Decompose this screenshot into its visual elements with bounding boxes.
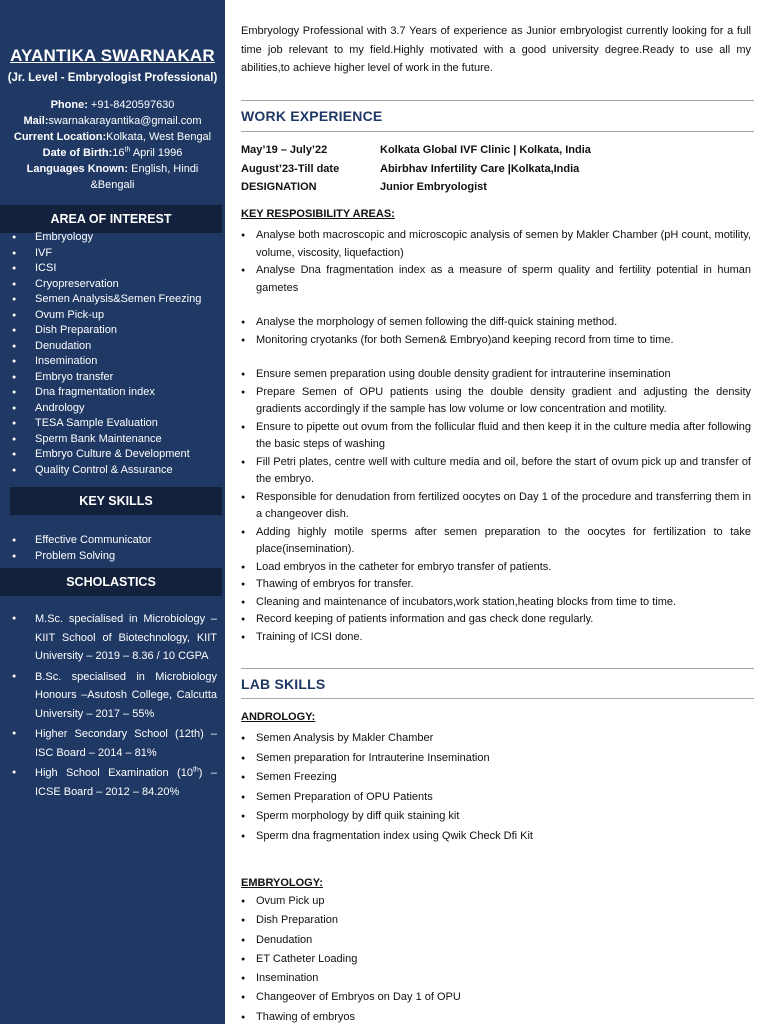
responsibility-item-text: Cleaning and maintenance of incubators,work station,heating blocks from time to time. (256, 595, 677, 608)
phone-line: Phone: +91-8420597630 (50, 99, 175, 111)
interest-item (0, 354, 225, 370)
interest-item-text: IVF (35, 246, 53, 259)
responsibility-item (241, 262, 751, 297)
sidebar (0, 0, 225, 1024)
bullet-icon: ● (241, 232, 246, 239)
kra-list-3 (241, 366, 751, 646)
bullet-icon: ● (241, 898, 246, 905)
bullet-icon: ● (241, 319, 246, 326)
interest-item (0, 385, 225, 401)
scholastics-list (0, 610, 225, 803)
bullet-icon: ● (241, 581, 246, 588)
responsibility-item (241, 454, 751, 489)
bullet-icon: ● (241, 936, 246, 944)
bullet-icon: ● (241, 493, 246, 501)
interest-item-text: Dna fragmentation index (35, 386, 155, 398)
embryology-item (241, 950, 751, 969)
andrology-item-text: Semen Analysis by Makler Chamber (256, 732, 434, 744)
mail-line: Mail:swarnakarayantika@gmail.com (23, 115, 202, 127)
experience-row (241, 160, 754, 178)
andrology-item-text: Semen Freezing (256, 771, 337, 783)
embryology-item-text: Denudation (256, 933, 313, 946)
bullet-icon: ● (241, 735, 246, 742)
bullet-icon: ● (241, 832, 246, 840)
embryology-item-text: Dish Preparation (256, 914, 338, 927)
bullet-icon: ● (12, 358, 17, 365)
interest-item (0, 416, 225, 432)
bullet-icon: ● (12, 466, 17, 474)
scholastic-item: ● M.Sc. specialised in Microbiology – KIIT School of Biotechnology, KIIT University – 2019 – 8.36 / 10 CGPA (0, 610, 225, 666)
experience-period: August’23-Till date (241, 163, 340, 175)
bullet-icon: ● (241, 1013, 246, 1021)
responsibility-item (241, 332, 751, 350)
interest-item-text: Denudation (35, 339, 92, 352)
bullet-icon: ● (12, 451, 17, 458)
responsibility-item (241, 419, 751, 454)
responsibility-item (241, 384, 751, 419)
interest-item (0, 447, 225, 463)
interest-item (0, 323, 225, 339)
experience-row (241, 178, 754, 196)
interest-item-text: ICSI (35, 262, 57, 274)
contact-block (0, 97, 225, 193)
kra-list-2 (241, 314, 751, 349)
languages-line-2: &Bengali (90, 179, 135, 191)
location-line: Current Location:Kolkata, West Bengal (13, 131, 212, 143)
bullet-icon: ● (12, 327, 17, 334)
skill-item-text: Problem Solving (35, 549, 116, 562)
andrology-item (241, 749, 751, 769)
candidate-name: AYANTIKA SWARNAKAR (10, 46, 215, 65)
responsibility-item (241, 559, 751, 577)
bullet-icon: ● (12, 389, 17, 396)
phone-value[interactable]: +91-8420597630 (90, 99, 175, 111)
interest-item-text: Cryopreservation (35, 277, 119, 290)
responsibility-item (241, 524, 751, 559)
skill-item (0, 533, 225, 549)
skill-item (0, 549, 225, 565)
andrology-item (241, 807, 751, 827)
key-skills-list (0, 533, 225, 564)
embryology-item (241, 931, 751, 950)
bullet-icon: ● (241, 616, 246, 623)
responsibility-item-text: Monitoring cryotanks (for both Semen& Embryo)and keeping record from time to time. (256, 333, 674, 346)
embryology-list (241, 892, 751, 1024)
interest-item-text: Embryo transfer (35, 370, 114, 383)
bullet-icon: ● (241, 975, 246, 983)
andrology-item-text: Semen preparation for Intrauterine Insemination (256, 751, 490, 764)
interest-item-text: Ovum Pick-up (35, 308, 105, 321)
responsibility-item (241, 611, 751, 629)
andrology-item-text: Sperm morphology by diff quik staining kit (256, 810, 460, 822)
languages-line: Languages Known: English, Hindi (26, 163, 199, 175)
bullet-icon: ● (12, 435, 17, 443)
bullet-icon: ● (241, 563, 246, 571)
bullet-icon: ● (241, 598, 246, 606)
responsibility-item (241, 576, 751, 594)
responsibility-item-text: Prepare Semen of OPU patients using the double density gradient and adjusting the density gradients accordingly if the sample has low volume or low concentration and motility. (256, 385, 751, 415)
responsibility-item (241, 314, 751, 332)
experience-organization: Kolkata Global IVF Clinic | Kolkata, India (380, 144, 591, 156)
divider (241, 668, 754, 669)
experience-period: May’19 – July’22 (241, 144, 328, 156)
skill-item-text: Effective Communicator (35, 534, 152, 546)
responsibility-item-text: Responsible for denudation from fertilized oocytes on Day 1 of the procedure and transferring them in a changeover dish. (256, 490, 751, 520)
interest-item (0, 308, 225, 324)
bullet-icon: ● (241, 267, 246, 274)
experience-row (241, 141, 754, 159)
interest-item (0, 370, 225, 386)
interest-item-text: Sperm Bank Maintenance (35, 432, 162, 445)
experience-period: DESIGNATION (241, 181, 317, 193)
embryology-heading: EMBRYOLOGY: (241, 877, 323, 889)
embryology-item (241, 892, 751, 911)
responsibility-item (241, 366, 751, 384)
embryology-item-text: Ovum Pick up (256, 895, 325, 907)
responsibility-item-text: Analyse Dna fragmentation index as a measure of sperm quality and fertility potential in human gametes (256, 264, 751, 294)
interest-item-text: TESA Sample Evaluation (35, 417, 158, 429)
andrology-item-text: Sperm dna fragmentation index using Qwik Check Dfi Kit (256, 829, 533, 842)
bullet-icon: ● (241, 774, 246, 781)
andrology-heading: ANDROLOGY: (241, 711, 316, 723)
embryology-item-text: Changeover of Embryos on Day 1 of OPU (256, 991, 461, 1004)
responsibility-item-text: Record keeping of patients information and gas check done regularly. (256, 613, 594, 625)
embryology-item (241, 911, 751, 930)
interest-item (0, 292, 225, 308)
responsibility-item-text: Ensure semen preparation using double density gradient for intrauterine insemination (256, 368, 671, 380)
bullet-icon: ● (241, 388, 246, 396)
mail-value[interactable]: swarnakarayantika@gmail.com (48, 115, 202, 127)
responsibility-item-text: Ensure to pipette out ovum from the follicular fluid and then keep it in the culture media after following the basic steps of washing (256, 420, 751, 450)
divider (241, 100, 754, 101)
area-of-interest-header: AREA OF INTEREST (0, 205, 222, 233)
key-skills-header: KEY SKILLS (10, 487, 222, 515)
embryology-item (241, 969, 751, 988)
area-of-interest-list (0, 230, 225, 478)
scholastics-header: SCHOLASTICS (0, 568, 222, 596)
interest-item (0, 339, 225, 355)
bullet-icon: ● (241, 633, 246, 641)
bullet-icon: ● (241, 336, 246, 344)
interest-item (0, 432, 225, 448)
andrology-item (241, 827, 751, 847)
bullet-icon: ● (12, 296, 17, 303)
interest-item-text: Embryo Culture & Development (35, 448, 190, 460)
interest-item (0, 463, 225, 479)
responsibility-item-text: Load embryos in the catheter for embryo transfer of patients. (256, 560, 552, 573)
bullet-icon: ● (12, 769, 17, 776)
responsibility-item-text: Analyse both macroscopic and microscopic analysis of semen by Makler Chamber (pH count, motility, volume, viscosity, liquefaction) (256, 229, 751, 259)
bullet-icon: ● (12, 730, 17, 737)
interest-item-text: Dish Preparation (35, 324, 117, 336)
bullet-icon: ● (12, 265, 17, 272)
responsibility-item (241, 227, 751, 262)
bullet-icon: ● (12, 552, 17, 560)
bullet-icon: ● (241, 793, 246, 801)
bullet-icon: ● (241, 955, 246, 963)
bullet-icon: ● (12, 311, 17, 319)
interest-item (0, 246, 225, 262)
bullet-icon: ● (12, 672, 17, 680)
interest-item-text: Insemination (35, 355, 98, 367)
interest-item (0, 277, 225, 293)
responsibility-item (241, 629, 751, 647)
andrology-item (241, 788, 751, 808)
work-experience-heading: WORK EXPERIENCE (241, 108, 383, 124)
interest-item-text: Semen Analysis&Semen Freezing (35, 293, 202, 305)
andrology-item (241, 768, 751, 788)
embryology-item-text: Thawing of embryos (256, 1010, 356, 1023)
bullet-icon: ● (241, 371, 246, 378)
bullet-icon: ● (12, 404, 17, 412)
responsibility-item (241, 489, 751, 524)
interest-item-text: Embryology (35, 231, 94, 243)
responsibility-item-text: Training of ICSI done. (256, 630, 363, 643)
embryology-item (241, 1008, 751, 1024)
bullet-icon: ● (12, 615, 17, 622)
kra-heading: KEY RESPOSIBILITY AREAS: (241, 208, 395, 220)
interest-item-text: Andrology (35, 401, 85, 414)
bullet-icon: ● (241, 917, 246, 925)
bullet-icon: ● (12, 537, 17, 544)
embryology-item-text: Insemination (256, 972, 319, 985)
bullet-icon: ● (12, 342, 17, 350)
divider (241, 698, 754, 699)
scholastic-item: ● Higher Secondary School (12th) – ISC Board – 2014 – 81% (0, 725, 225, 762)
bullet-icon: ● (12, 234, 17, 241)
divider (241, 131, 754, 132)
experience-organization: Abirbhav Infertility Care |Kolkata,India (380, 163, 580, 175)
bullet-icon: ● (241, 754, 246, 762)
interest-item (0, 401, 225, 417)
bullet-icon: ● (241, 528, 246, 536)
responsibility-item (241, 594, 751, 612)
andrology-list (241, 729, 751, 846)
bullet-icon: ● (12, 420, 17, 427)
kra-list-1 (241, 227, 751, 297)
interest-item (0, 261, 225, 277)
andrology-item (241, 729, 751, 749)
lab-skills-heading: LAB SKILLS (241, 676, 326, 692)
scholastic-item: ● B.Sc. specialised in Microbiology Honours –Asutosh College, Calcutta University – 2017 – 55% (0, 668, 225, 724)
responsibility-item-text: Analyse the morphology of semen following the diff-quick staining method. (256, 316, 618, 328)
bullet-icon: ● (241, 813, 246, 820)
bullet-icon: ● (12, 373, 17, 381)
candidate-subtitle: (Jr. Level - Embryologist Professional) (7, 72, 218, 84)
interest-item-text: Quality Control & Assurance (35, 463, 173, 476)
bullet-icon: ● (241, 423, 246, 431)
embryology-item (241, 988, 751, 1007)
responsibility-item-text: Adding highly motile sperms after semen preparation to the oocytes for fertilization to take place(insemination). (256, 525, 751, 555)
experience-organization: Junior Embryologist (380, 181, 487, 193)
scholastic-item: ● High School Examination (10th) – ICSE Board – 2012 – 84.20% (0, 764, 225, 801)
bullet-icon: ● (241, 458, 246, 466)
andrology-item-text: Semen Preparation of OPU Patients (256, 790, 433, 803)
bullet-icon: ● (12, 280, 17, 288)
responsibility-item-text: Fill Petri plates, centre well with culture media and oil, before the start of ovum pick up and transfer of the embryo. (256, 455, 751, 485)
interest-item (0, 230, 225, 246)
bullet-icon: ● (12, 249, 17, 257)
responsibility-item-text: Thawing of embryos for transfer. (256, 578, 414, 590)
bullet-icon: ● (241, 994, 246, 1002)
profile-summary: Embryology Professional with 3.7 Years of experience as Junior embryologist currently looking for a full time job relevant to my field.Highly motivated with a good university degree.Ready to use all my abilities,to achieve higher level of work in the future. (241, 25, 751, 74)
embryology-item-text: ET Catheter Loading (256, 952, 358, 965)
dob-line: Date of Birth:16th April 1996 (42, 146, 183, 159)
